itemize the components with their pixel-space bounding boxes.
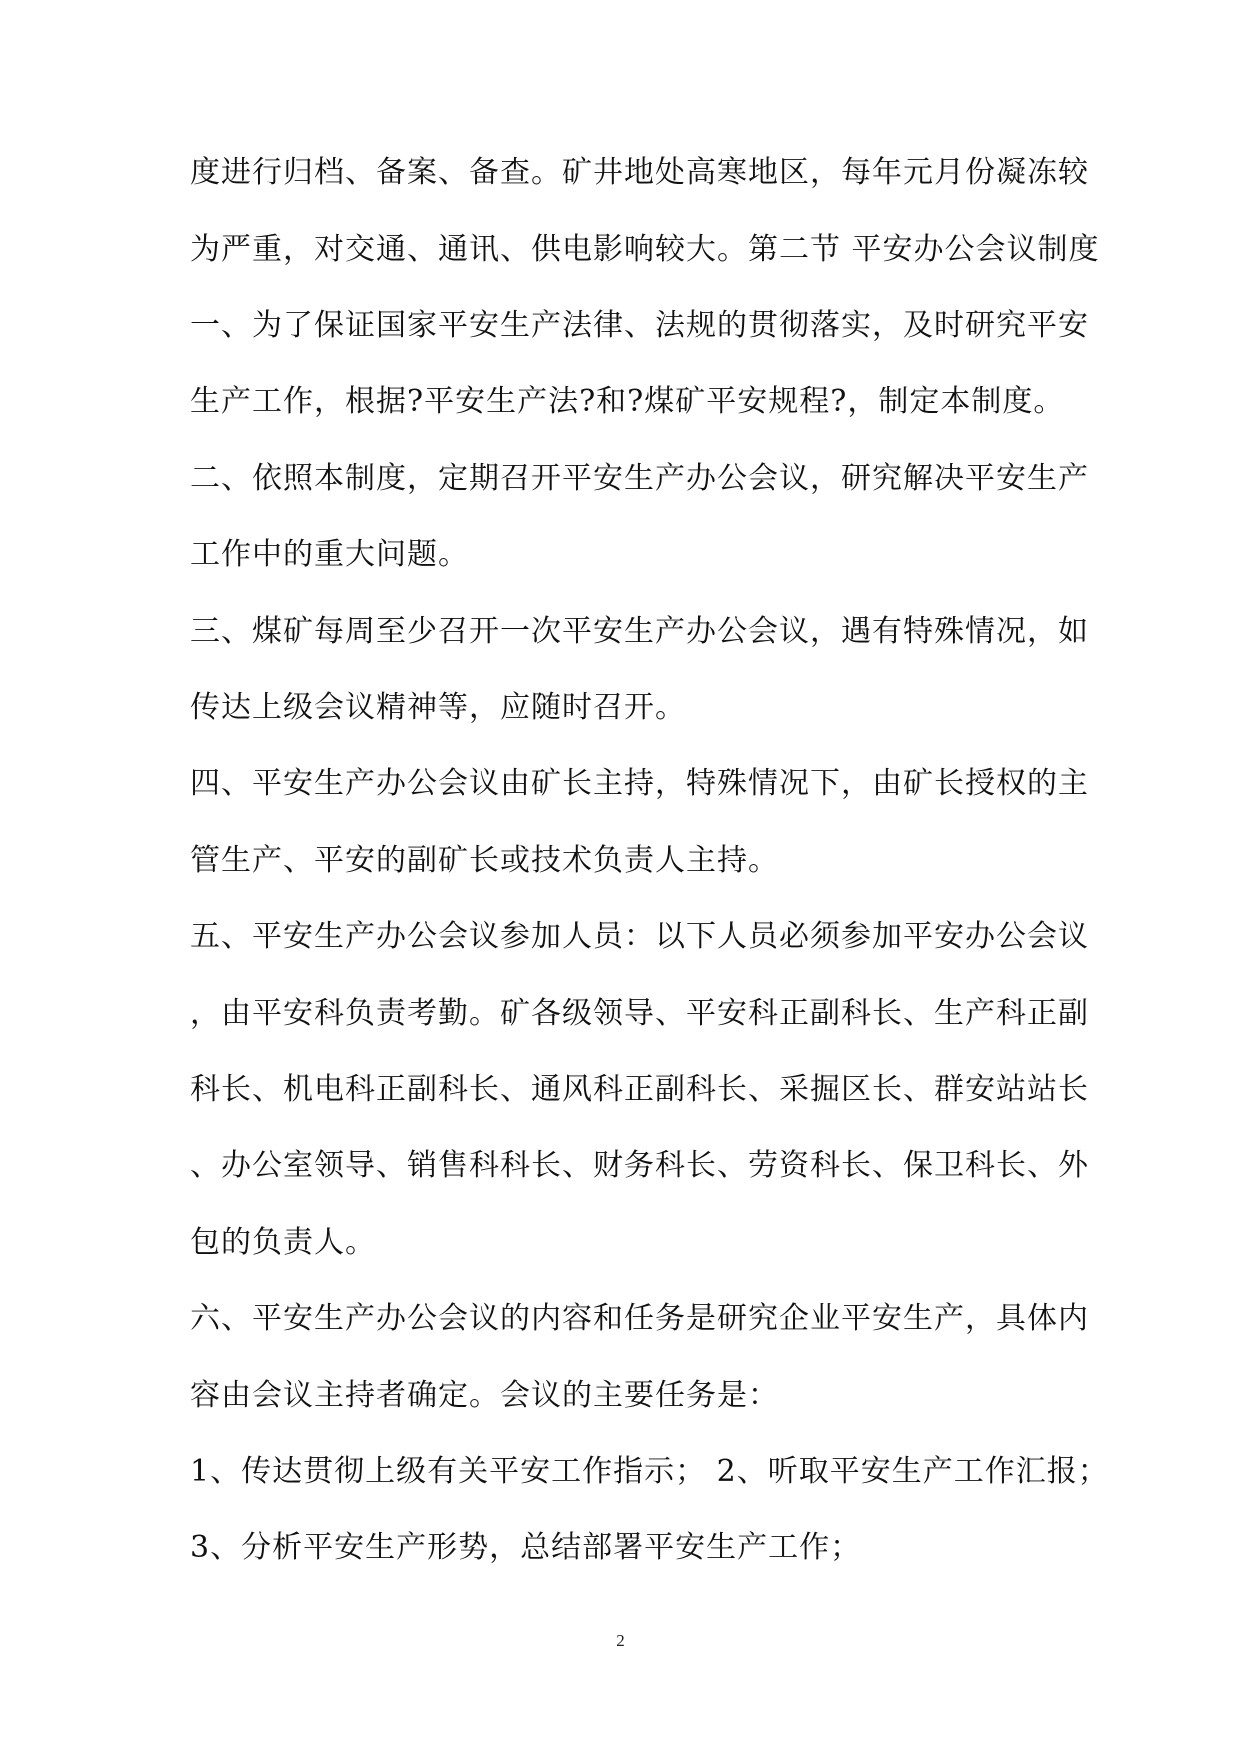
text-line: 1、传达贯彻上级有关平安工作指示； 2、听取平安生产工作汇报；	[190, 1454, 1109, 1489]
text-line: 科长、机电科正副科长、通风科正副科长、采掘区长、群安站站长	[190, 1072, 1089, 1107]
text-line: 为严重，对交通、通讯、供电影响较大。第二节 平安办公会议制度	[190, 232, 1100, 267]
text-line: 生产工作，根据?平安生产法?和?煤矿平安规程?，制定本制度。	[190, 384, 1065, 419]
text-line: 管生产、平安的副矿长或技术负责人主持。	[190, 843, 779, 878]
text-line: 包的负责人。	[190, 1225, 376, 1260]
text-line: 工作中的重大问题。	[190, 537, 469, 572]
text-line: 3、分析平安生产形势，总结部署平安生产工作；	[190, 1530, 862, 1565]
text-line: 二、依照本制度，定期召开平安生产办公会议，研究解决平安生产	[190, 461, 1089, 496]
text-line: 度进行归档、备案、备查。矿井地处高寒地区，每年元月份凝冻较	[190, 155, 1089, 190]
text-line: 一、为了保证国家平安生产法律、法规的贯彻落实，及时研究平安	[190, 308, 1089, 343]
page-number: 2	[616, 1631, 625, 1650]
text-line: ，由平安科负责考勤。矿各级领导、平安科正副科长、生产科正副	[190, 996, 1089, 1031]
text-line: 三、煤矿每周至少召开一次平安生产办公会议，遇有特殊情况，如	[190, 614, 1089, 649]
text-line: 六、平安生产办公会议的内容和任务是研究企业平安生产，具体内	[190, 1301, 1089, 1336]
text-line: 传达上级会议精神等，应随时召开。	[190, 690, 686, 725]
text-line: 、办公室领导、销售科科长、财务科长、劳资科长、保卫科长、外	[190, 1148, 1089, 1183]
text-line: 容由会议主持者确定。会议的主要任务是：	[190, 1378, 779, 1413]
text-line: 四、平安生产办公会议由矿长主持，特殊情况下，由矿长授权的主	[190, 766, 1089, 801]
text-line: 五、平安生产办公会议参加人员：以下人员必须参加平安办公会议	[190, 919, 1089, 954]
